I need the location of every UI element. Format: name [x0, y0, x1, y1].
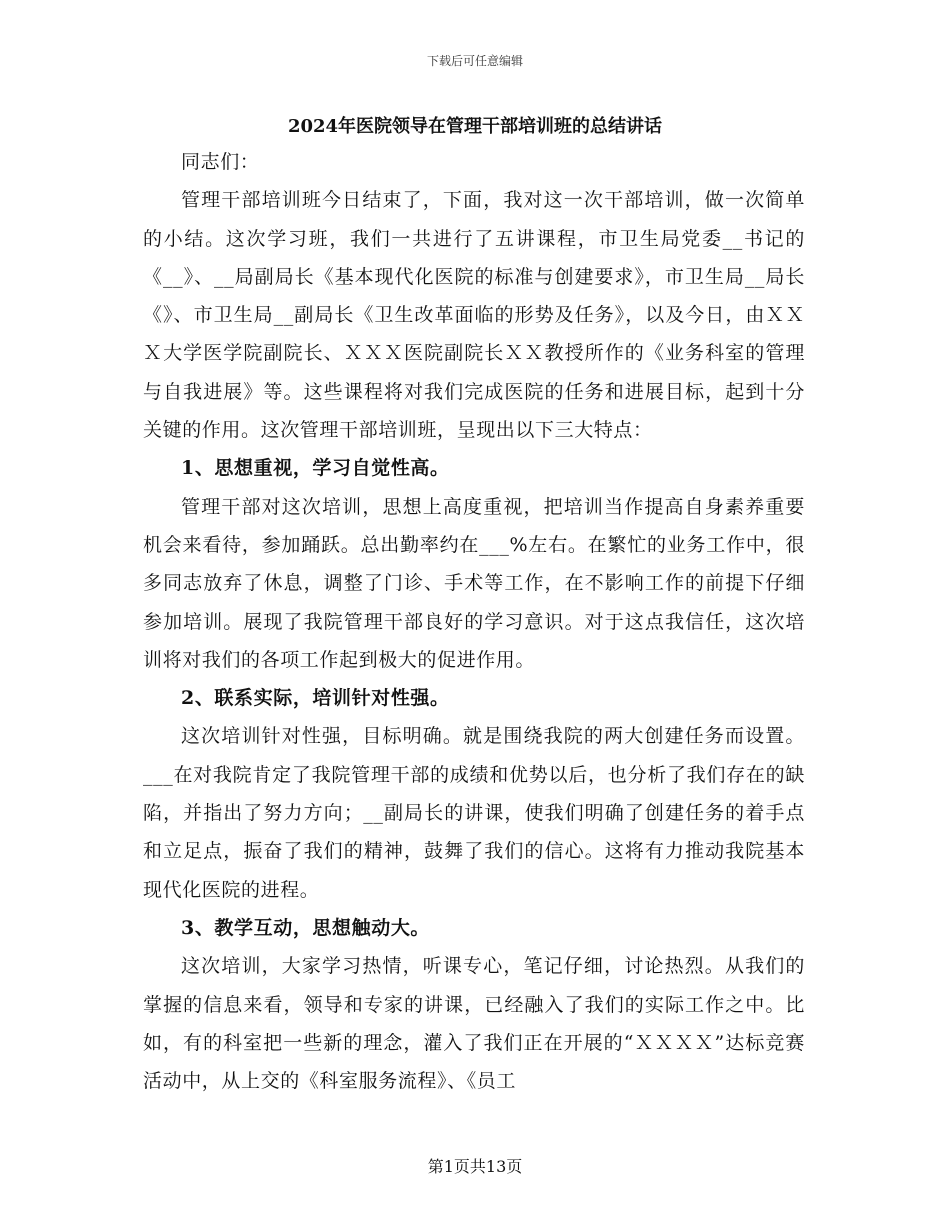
section-heading-1: 1、思想重视，学习自觉性高。 — [181, 457, 450, 480]
greeting: 同志们： — [181, 151, 260, 173]
paragraph-3: 这次培训，大家学习热情，听课专心，笔记仔细，讨论热烈。从我们的掌握的信息来看，领导和专家的讲课，已经融入了我们的实际工作之中。比如，有的科室把一些新的理念，灌入了我们正在开展的“ＸＸＸＸ”达标竞赛活动中，从上交的《科室服务流程》、《员工 — [143, 955, 805, 1093]
paragraph-1: 管理干部对这次培训，思想上高度重视，把培训当作提高自身素养重要机会来看待，参加踊跃。总出勤率约在___%左右。在繁忙的业务工作中，很多同志放弃了休息，调整了门诊、手术等工作，在不影响工作的前提下仔细参加培训。展现了我院管理干部良好的学习意识。对于这点我信任，这次培训将对我们的各项工作起到极大的促进作用。 — [143, 495, 805, 671]
paragraph-intro: 管理干部培训班今日结束了，下面，我对这一次干部培训，做一次简单的小结。这次学习班，我们一共进行了五讲课程，市卫生局党委__书记的《__》、__局副局长《基本现代化医院的标准与创建要求》，市卫生局__局长《》、市卫生局__副局长《卫生改革面临的形势及任务》，以及今日，由ＸＸＸ大学医学院副院长、ＸＸＸ医院副院长ＸＸ教授所作的《业务科室的管理与自我进展》等。这些课程将对我们完成医院的任务和进展目标，起到十分关键的作用。这次管理干部培训班，呈现出以下三大特点： — [143, 189, 805, 442]
document-title: 2024年医院领导在管理干部培训班的总结讲话 — [287, 116, 663, 137]
section-heading-2: 2、联系实际，培训针对性强。 — [181, 687, 450, 710]
page-footer: 第1页共13页 — [427, 1157, 523, 1176]
section-heading-3: 3、教学互动，思想触动大。 — [181, 916, 431, 939]
page-header: 下载后可任意编辑 — [426, 54, 523, 68]
document-body — [143, 143, 805, 1100]
paragraph-2: 这次培训针对性强，目标明确。就是围绕我院的两大创建任务而设置。___在对我院肯定了我院管理干部的成绩和优势以后，也分析了我们存在的缺陷，并指出了努力方向；__副局长的讲课，使我们明确了创建任务的着手点和立足点，振奋了我们的精神，鼓舞了我们的信心。这将有力推动我院基本现代化医院的进程。 — [143, 725, 805, 901]
